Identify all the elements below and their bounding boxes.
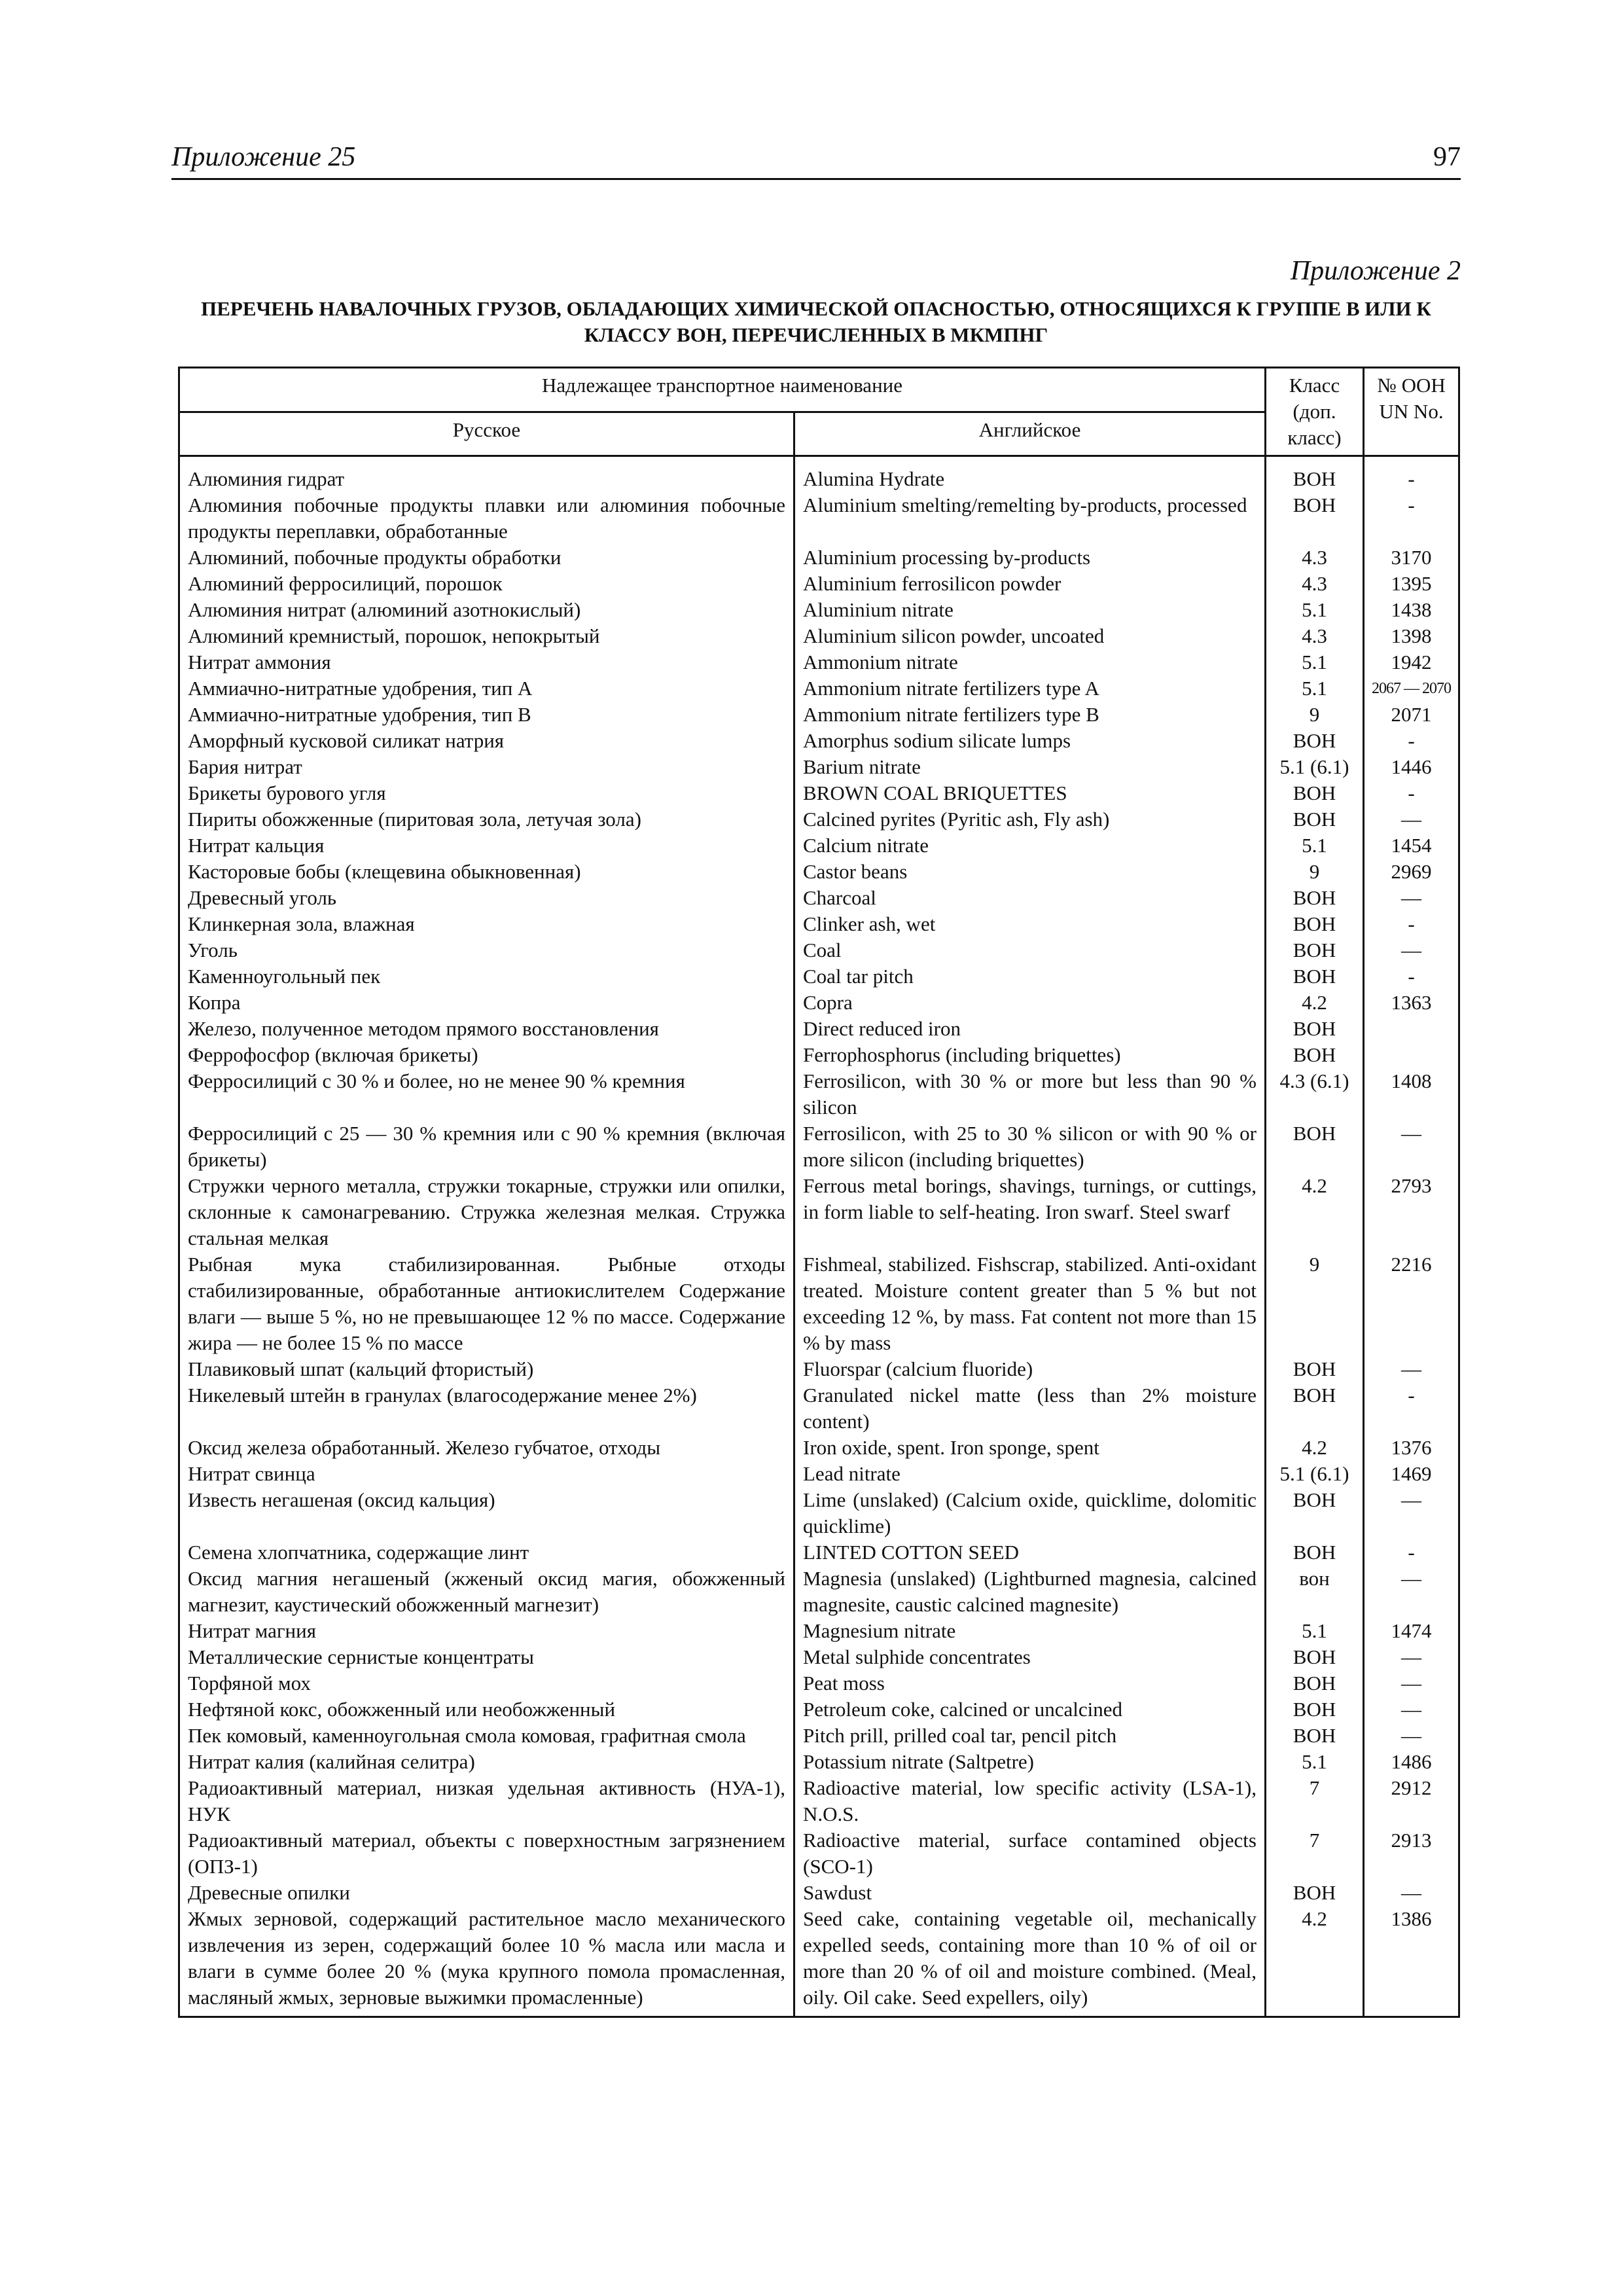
table-row (179, 1644, 1459, 1670)
cell-english-name: Granulated nickel matte (less than 2% moisture content) (794, 1382, 1266, 1435)
cell-class: ВОН (1266, 1121, 1364, 1173)
cell-english-name: Direct reduced iron (794, 1016, 1266, 1042)
table-row (179, 833, 1459, 859)
cell-un-number: — (1364, 1356, 1459, 1382)
cell-russian-name: Алюминий кремнистый, порошок, непокрытый (179, 623, 794, 649)
cell-un-number (1364, 1016, 1459, 1042)
cell-russian-name: Аммиачно-нитратные удобрения, тип А (179, 675, 794, 702)
cell-english-name: Ferrosilicon, with 25 to 30 % silicon or with 90 % or more silicon (including briquettes) (794, 1121, 1266, 1173)
table-row (179, 1487, 1459, 1539)
cell-un-number: 1469 (1364, 1461, 1459, 1487)
table-row (179, 1566, 1459, 1618)
cell-class: ВОН (1266, 911, 1364, 937)
cell-russian-name: Нитрат магния (179, 1618, 794, 1644)
cell-un-number: - (1364, 911, 1459, 937)
cell-un-number: 1486 (1364, 1749, 1459, 1775)
appendix-label: Приложение 2 (1290, 256, 1461, 286)
cell-english-name: Radioactive material, low specific activity (LSA-1), N.O.S. (794, 1775, 1266, 1827)
cell-russian-name: Каменноугольный пек (179, 963, 794, 990)
cell-russian-name: Металлические сернистые концентраты (179, 1644, 794, 1670)
cell-class: ВОН (1266, 492, 1364, 545)
cell-class: 5.1 (1266, 649, 1364, 675)
cell-english-name: Lime (unslaked) (Calcium oxide, quicklime, dolomitic quicklime) (794, 1487, 1266, 1539)
cell-russian-name: Феррофосфор (включая брикеты) (179, 1042, 794, 1068)
cell-un-number: - (1364, 492, 1459, 545)
cell-russian-name: Клинкерная зола, влажная (179, 911, 794, 937)
table-row (179, 1068, 1459, 1121)
cell-russian-name: Древесный уголь (179, 885, 794, 911)
cell-russian-name: Нитрат свинца (179, 1461, 794, 1487)
cell-class: 7 (1266, 1827, 1364, 1880)
cell-class: ВОН (1266, 1016, 1364, 1042)
table-row (179, 937, 1459, 963)
cell-english-name: Copra (794, 990, 1266, 1016)
cell-class: ВОН (1266, 780, 1364, 806)
cell-un-number: 1386 (1364, 1906, 1459, 2017)
cell-class: 5.1 (1266, 675, 1364, 702)
cell-russian-name: Торфяной мох (179, 1670, 794, 1696)
cell-russian-name: Алюминия побочные продукты плавки или алюминия побочные продукты переплавки, обработанные (179, 492, 794, 545)
cell-un-number: - (1364, 1382, 1459, 1435)
cell-class: 5.1 (1266, 1749, 1364, 1775)
cell-english-name: Ferrophosphorus (including briquettes) (794, 1042, 1266, 1068)
cell-un-number: 1446 (1364, 754, 1459, 780)
cell-un-number: — (1364, 885, 1459, 911)
cell-english-name: BROWN COAL BRIQUETTES (794, 780, 1266, 806)
cell-english-name: Barium nitrate (794, 754, 1266, 780)
cell-russian-name: Оксид магния негашеный (жженый оксид магия, обожженный магнезит, каустический обожженный магнезит) (179, 1566, 794, 1618)
cell-class: ВОН (1266, 1880, 1364, 1906)
cell-un-number: - (1364, 728, 1459, 754)
cell-english-name: Coal (794, 937, 1266, 963)
cell-class: 9 (1266, 1251, 1364, 1356)
cell-russian-name: Радиоактивный материал, низкая удельная активность (НУА-1), НУК (179, 1775, 794, 1827)
cell-russian-name: Нитрат калия (калийная селитра) (179, 1749, 794, 1775)
table-row (179, 675, 1459, 702)
table-body (179, 456, 1459, 2017)
table-row (179, 571, 1459, 597)
table-row (179, 990, 1459, 1016)
cell-un-number: 1438 (1364, 597, 1459, 623)
table-row (179, 806, 1459, 833)
cell-class: ВОН (1266, 1696, 1364, 1723)
cell-class: ВОН (1266, 1539, 1364, 1566)
cell-russian-name: Бария нитрат (179, 754, 794, 780)
cell-class: ВОН (1266, 1042, 1364, 1068)
table-row (179, 859, 1459, 885)
cell-un-number: — (1364, 1121, 1459, 1173)
cell-english-name: Iron oxide, spent. Iron sponge, spent (794, 1435, 1266, 1461)
cell-class: 4.3 (1266, 545, 1364, 571)
cell-russian-name: Алюминия гидрат (179, 456, 794, 493)
table-row (179, 702, 1459, 728)
cell-class: ВОН (1266, 1356, 1364, 1382)
cell-un-number: 2793 (1364, 1173, 1459, 1251)
cell-un-number: 2913 (1364, 1827, 1459, 1880)
cell-un-number: 1942 (1364, 649, 1459, 675)
cell-un-number: 2969 (1364, 859, 1459, 885)
table-row (179, 1906, 1459, 2017)
table-row (179, 597, 1459, 623)
cell-russian-name: Никелевый штейн в гранулах (влагосодержание менее 2%) (179, 1382, 794, 1435)
cell-un-number: 2912 (1364, 1775, 1459, 1827)
cell-un-number: — (1364, 1487, 1459, 1539)
cell-english-name: Radioactive material, surface contamined objects (SCO-1) (794, 1827, 1266, 1880)
cell-english-name: Fluorspar (calcium fluoride) (794, 1356, 1266, 1382)
cell-english-name: Seed cake, containing vegetable oil, mechanically expelled seeds, containing more than 10 % of oil or more than 20 % of oil and moisture combined. (Meal, oily. Oil cake. Seed expellers, oily) (794, 1906, 1266, 2017)
cell-english-name: Clinker ash, wet (794, 911, 1266, 937)
cell-english-name: Petroleum coke, calcined or uncalcined (794, 1696, 1266, 1723)
cell-un-number: - (1364, 1539, 1459, 1566)
table-row (179, 1042, 1459, 1068)
cell-russian-name: Уголь (179, 937, 794, 963)
cell-un-number (1364, 1042, 1459, 1068)
cell-un-number: 2071 (1364, 702, 1459, 728)
cell-un-number: 2067 — 2070 (1364, 675, 1459, 702)
cell-english-name: Aluminium ferrosilicon powder (794, 571, 1266, 597)
cell-un-number: — (1364, 937, 1459, 963)
table-row (179, 1435, 1459, 1461)
cell-class: 4.2 (1266, 990, 1364, 1016)
cell-class: ВОН (1266, 1382, 1364, 1435)
cell-english-name: Alumina Hydrate (794, 456, 1266, 493)
table-row (179, 754, 1459, 780)
cell-class: ВОН (1266, 937, 1364, 963)
cell-russian-name: Касторовые бобы (клещевина обыкновенная) (179, 859, 794, 885)
cell-un-number: — (1364, 1880, 1459, 1906)
cell-english-name: Ammonium nitrate fertilizers type A (794, 675, 1266, 702)
cell-russian-name: Рыбная мука стабилизированная. Рыбные отходы стабилизированные, обработанные антиокислителем Содержание влаги — выше 5 %, но не превышающее 12 % по массе. Содержание жира — не более 15 % по массе (179, 1251, 794, 1356)
cell-english-name: Ammonium nitrate (794, 649, 1266, 675)
table-row (179, 1461, 1459, 1487)
cell-english-name: Castor beans (794, 859, 1266, 885)
cell-russian-name: Стружки черного металла, стружки токарные, стружки или опилки, склонные к самонагреванию. Стружка железная мелкая. Стружка стальная мелкая (179, 1173, 794, 1251)
table-row (179, 1618, 1459, 1644)
header-divider (171, 178, 1461, 180)
cell-english-name: LINTED COTTON SEED (794, 1539, 1266, 1566)
cell-russian-name: Пириты обожженные (пиритовая зола, летучая зола) (179, 806, 794, 833)
cell-class: ВОН (1266, 728, 1364, 754)
cell-english-name: Metal sulphide concentrates (794, 1644, 1266, 1670)
cargo-table (178, 367, 1460, 2018)
page-number: 97 (1433, 142, 1461, 172)
cell-class: 5.1 (6.1) (1266, 754, 1364, 780)
cell-class: 4.2 (1266, 1435, 1364, 1461)
table-row (179, 1382, 1459, 1435)
cell-english-name: Magnesia (unslaked) (Lightburned magnesia, calcined magnesite, caustic calcined magnesite) (794, 1566, 1266, 1618)
table-row (179, 1539, 1459, 1566)
cell-russian-name: Нитрат аммония (179, 649, 794, 675)
cell-class: ВОН (1266, 456, 1364, 493)
cell-russian-name: Алюминия нитрат (алюминий азотнокислый) (179, 597, 794, 623)
table-row (179, 1880, 1459, 1906)
cell-russian-name: Известь негашеная (оксид кальция) (179, 1487, 794, 1539)
cell-un-number: 1474 (1364, 1618, 1459, 1644)
cell-un-number: — (1364, 1670, 1459, 1696)
cell-english-name: Aluminium nitrate (794, 597, 1266, 623)
cell-class: 4.2 (1266, 1173, 1364, 1251)
cell-class: ВОН (1266, 1487, 1364, 1539)
cell-english-name: Pitch prill, prilled coal tar, pencil pitch (794, 1723, 1266, 1749)
cell-russian-name: Железо, полученное методом прямого восстановления (179, 1016, 794, 1042)
cell-english-name: Potassium nitrate (Saltpetre) (794, 1749, 1266, 1775)
table-row (179, 728, 1459, 754)
header-class: Класс (доп. класс) (1266, 368, 1364, 456)
cell-russian-name: Алюминий, побочные продукты обработки (179, 545, 794, 571)
cell-un-number: 1454 (1364, 833, 1459, 859)
cell-english-name: Amorphus sodium silicate lumps (794, 728, 1266, 754)
cell-russian-name: Плавиковый шпат (кальций фтористый) (179, 1356, 794, 1382)
cell-russian-name: Нитрат кальция (179, 833, 794, 859)
cell-class: 7 (1266, 1775, 1364, 1827)
cell-class: 9 (1266, 702, 1364, 728)
cell-class: ВОН (1266, 806, 1364, 833)
cell-class: 9 (1266, 859, 1364, 885)
table-row (179, 545, 1459, 571)
cell-un-number: 1398 (1364, 623, 1459, 649)
table-row (179, 780, 1459, 806)
table-row (179, 1121, 1459, 1173)
cell-russian-name: Алюминий ферросилиций, порошок (179, 571, 794, 597)
cell-russian-name: Оксид железа обработанный. Железо губчатое, отходы (179, 1435, 794, 1461)
cell-class: 5.1 (1266, 1618, 1364, 1644)
cell-un-number: 1408 (1364, 1068, 1459, 1121)
cell-english-name: Calcium nitrate (794, 833, 1266, 859)
cell-russian-name: Аммиачно-нитратные удобрения, тип В (179, 702, 794, 728)
document-title: ПЕРЕЧЕНЬ НАВАЛОЧНЫХ ГРУЗОВ, ОБЛАДАЮЩИХ ХИМИЧЕСКОЙ ОПАСНОСТЬЮ, ОТНОСЯЩИХСЯ К ГРУППЕ B ИЛИ К КЛАССУ ВОН, ПЕРЕЧИСЛЕННЫХ В МКМПНГ (201, 297, 1431, 346)
cell-english-name: Ferrous metal borings, shavings, turnings, or cuttings, in form liable to self-heating. Iron swarf. Steel swarf (794, 1173, 1266, 1251)
cell-russian-name: Копра (179, 990, 794, 1016)
cell-un-number: 1376 (1364, 1435, 1459, 1461)
table-row (179, 1251, 1459, 1356)
table-row (179, 649, 1459, 675)
cell-un-number: — (1364, 1723, 1459, 1749)
table-row (179, 1173, 1459, 1251)
cell-english-name: Charcoal (794, 885, 1266, 911)
cell-english-name: Aluminium silicon powder, uncoated (794, 623, 1266, 649)
cell-class: 5.1 (6.1) (1266, 1461, 1364, 1487)
cell-un-number: - (1364, 780, 1459, 806)
table-row (179, 1356, 1459, 1382)
cell-russian-name: Ферросилиций с 25 — 30 % кремния или с 90 % кремния (включая брикеты) (179, 1121, 794, 1173)
cell-class: ВОН (1266, 1670, 1364, 1696)
cell-english-name: Fishmeal, stabilized. Fishscrap, stabilized. Anti-oxidant treated. Moisture content greater than 5 % but not exceeding 12 %, by mass. Fat content not more than 15 % by mass (794, 1251, 1266, 1356)
cell-english-name: Peat moss (794, 1670, 1266, 1696)
header-english: Английское (794, 412, 1266, 456)
cell-english-name: Lead nitrate (794, 1461, 1266, 1487)
header-shipping-name: Надлежащее транспортное наименование (179, 368, 1266, 412)
cell-un-number: — (1364, 1566, 1459, 1618)
cell-un-number: — (1364, 1696, 1459, 1723)
cell-russian-name: Аморфный кусковой силикат натрия (179, 728, 794, 754)
cell-class: 5.1 (1266, 833, 1364, 859)
cell-english-name: Coal tar pitch (794, 963, 1266, 990)
cell-class: 4.2 (1266, 1906, 1364, 2017)
table-row (179, 885, 1459, 911)
cell-un-number: 3170 (1364, 545, 1459, 571)
table-row (179, 1016, 1459, 1042)
table-row (179, 1775, 1459, 1827)
cell-russian-name: Пек комовый, каменноугольная смола комовая, графитная смола (179, 1723, 794, 1749)
cell-russian-name: Радиоактивный материал, объекты с поверхностным загрязнением (ОПЗ-1) (179, 1827, 794, 1880)
cell-un-number: - (1364, 963, 1459, 990)
cell-english-name: Ammonium nitrate fertilizers type B (794, 702, 1266, 728)
cell-class: ВОН (1266, 1644, 1364, 1670)
table-row (179, 911, 1459, 937)
cell-english-name: Magnesium nitrate (794, 1618, 1266, 1644)
cell-class: ВОН (1266, 885, 1364, 911)
cell-russian-name: Древесные опилки (179, 1880, 794, 1906)
cell-english-name: Aluminium smelting/remelting by-products, processed (794, 492, 1266, 545)
table-row (179, 963, 1459, 990)
cell-russian-name: Семена хлопчатника, содержащие линт (179, 1539, 794, 1566)
table-row (179, 1827, 1459, 1880)
table-row (179, 1723, 1459, 1749)
cell-class: ВОН (1266, 963, 1364, 990)
table-row (179, 1670, 1459, 1696)
cell-english-name: Aluminium processing by-products (794, 545, 1266, 571)
cell-russian-name: Нефтяной кокс, обожженный или необожженный (179, 1696, 794, 1723)
table-row (179, 1696, 1459, 1723)
header-un-number: № ООН UN No. (1364, 368, 1459, 456)
cell-class: вон (1266, 1566, 1364, 1618)
cell-english-name: Calcined pyrites (Pyritic ash, Fly ash) (794, 806, 1266, 833)
cell-un-number: — (1364, 806, 1459, 833)
cell-un-number: - (1364, 456, 1459, 493)
table-row (179, 492, 1459, 545)
cell-un-number: 1395 (1364, 571, 1459, 597)
cell-class: 4.3 (6.1) (1266, 1068, 1364, 1121)
table-row (179, 1749, 1459, 1775)
table-row (179, 623, 1459, 649)
cell-russian-name: Брикеты бурового угля (179, 780, 794, 806)
cell-english-name: Ferrosilicon, with 30 % or more but less than 90 % silicon (794, 1068, 1266, 1121)
cell-class: ВОН (1266, 1723, 1364, 1749)
cell-class: 5.1 (1266, 597, 1364, 623)
cell-russian-name: Жмых зерновой, содержащий растительное масло механического извлечения из зерен, содержащий более 10 % масла или масла и влаги в сумме более 20 % (мука крупного помола промасленная, масляный жмых, зерновые выжимки промасленные) (179, 1906, 794, 2017)
cell-english-name: Sawdust (794, 1880, 1266, 1906)
cell-un-number: — (1364, 1644, 1459, 1670)
cell-un-number: 1363 (1364, 990, 1459, 1016)
header-russian: Русское (179, 412, 794, 456)
cell-russian-name: Ферросилиций с 30 % и более, но не менее 90 % кремния (179, 1068, 794, 1121)
cell-class: 4.3 (1266, 623, 1364, 649)
cell-un-number: 2216 (1364, 1251, 1459, 1356)
cell-class: 4.3 (1266, 571, 1364, 597)
running-header-title: Приложение 25 (171, 142, 356, 172)
table-row (179, 456, 1459, 493)
